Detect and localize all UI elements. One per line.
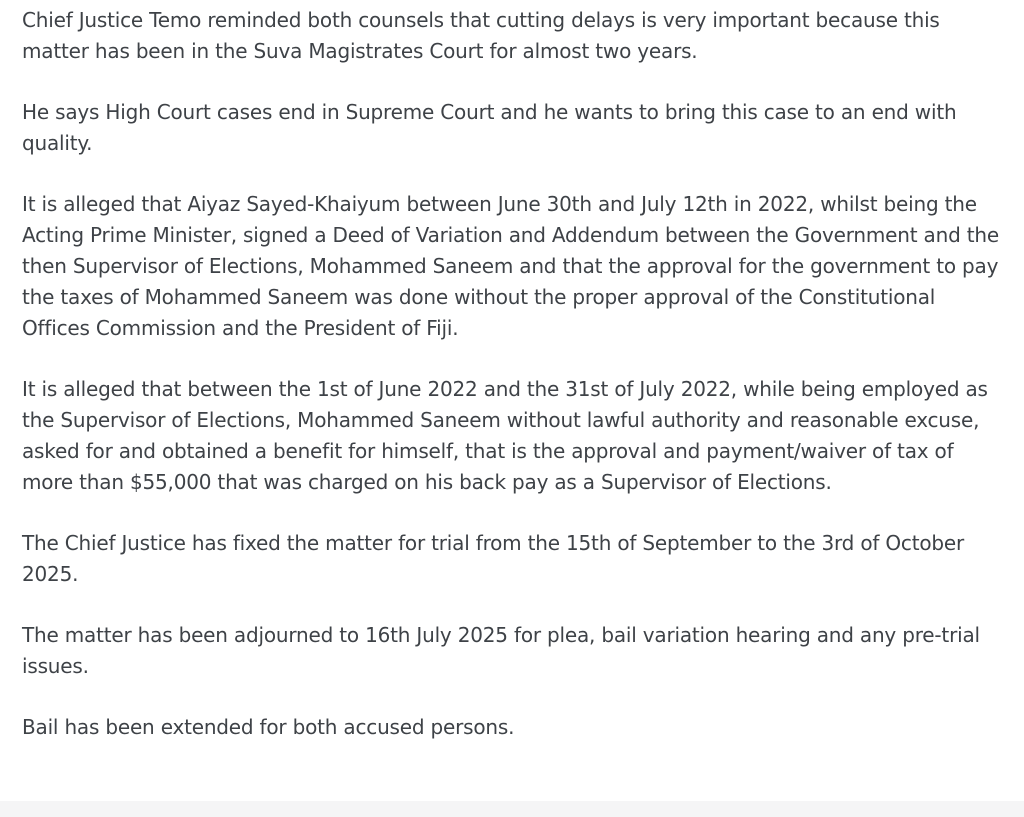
paragraph-allegation-sayed-khaiyum: It is alleged that Aiyaz Sayed-Khaiyum between June 30th and July 12th in 2022, whilst being the Acting Prime Minister, signed a Deed of Variation and Addendum between the Government and the then Supervisor of Elections, Mohammed Saneem and that the approval for the government to pay the taxes of Mohammed Saneem was done without the proper approval of the Constitutional Offices Commission and the President of Fiji.: [22, 192, 999, 340]
paragraph-trial-dates: The Chief Justice has fixed the matter for trial from the 15th of September to the 3rd of October 2025.: [22, 531, 965, 586]
paragraph-adjournment: The matter has been adjourned to 16th July 2025 for plea, bail variation hearing and any pre-trial issues.: [22, 623, 980, 678]
paragraph-bail-extended: Bail has been extended for both accused persons.: [22, 715, 515, 739]
paragraph-high-court-quality: He says High Court cases end in Supreme Court and he wants to bring this case to an end with quality.: [22, 100, 957, 155]
paragraph-allegation-saneem: It is alleged that between the 1st of June 2022 and the 31st of July 2022, while being employed as the Supervisor of Elections, Mohammed Saneem without lawful authority and reasonable excuse, asked for and obtained a benefit for himself, that is the approval and payment/waiver of tax of more than $55,000 that was charged on his back pay as a Supervisor of Elections.: [22, 377, 988, 494]
paragraph-chief-justice-delays: Chief Justice Temo reminded both counsels that cutting delays is very important because this matter has been in the Suva Magistrates Court for almost two years.: [22, 8, 940, 63]
next-section-edge: [0, 801, 1024, 817]
